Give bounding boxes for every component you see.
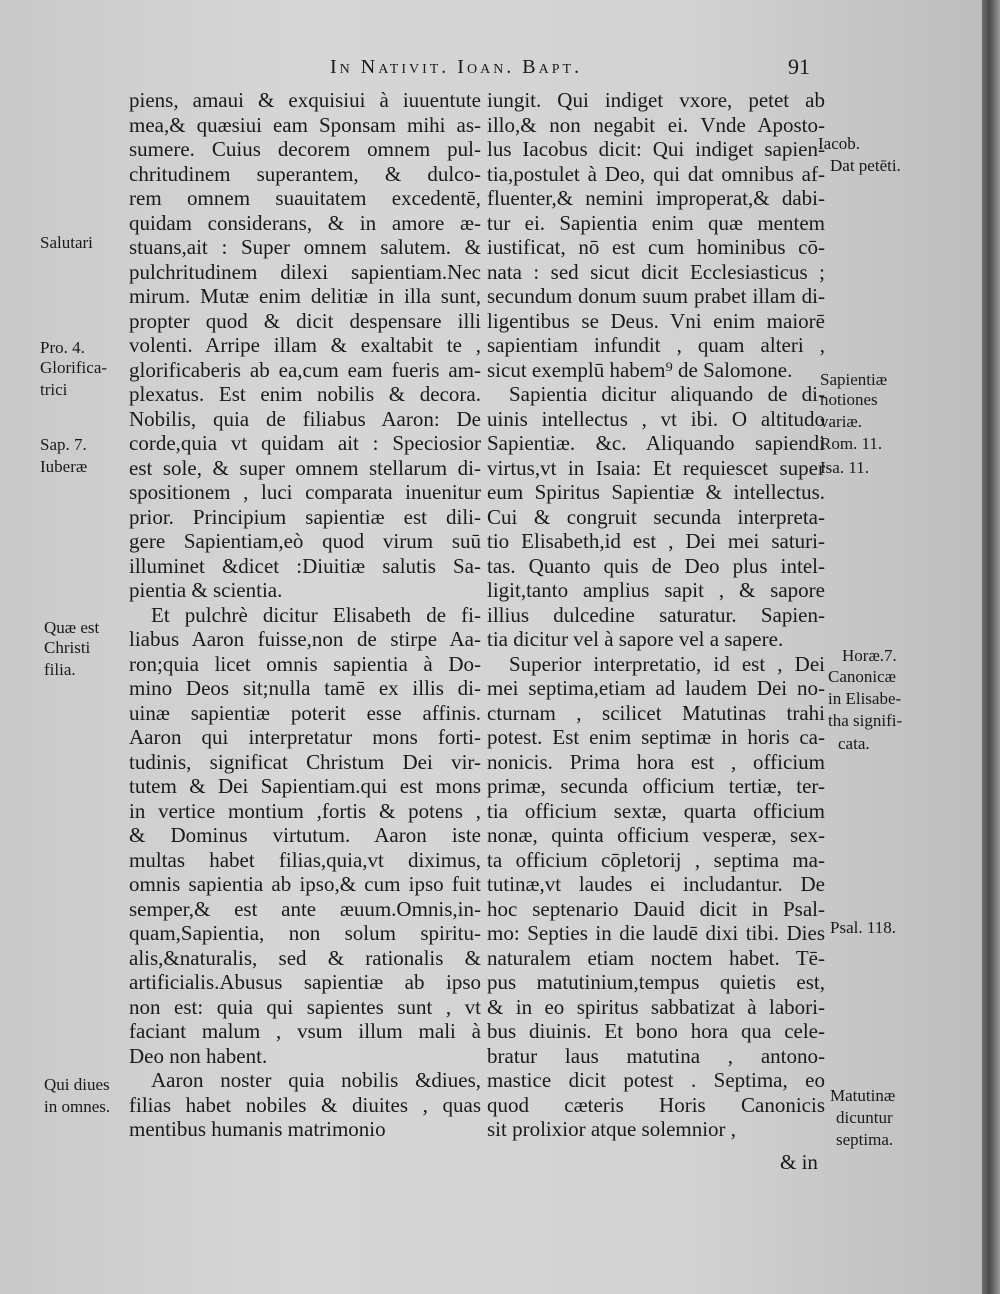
left-line: stuans,ait : Super omnem salutem. & xyxy=(129,235,481,259)
right-line: tia,postulet à Deo, qui dat omnibus af- xyxy=(487,161,825,186)
left-line: liabus Aaron fuisse,non de stirpe Aa- xyxy=(129,627,481,651)
left-line: est sole, & super omnem stellarum di- xyxy=(129,455,481,480)
left-line: pientia & scientia. xyxy=(129,578,283,602)
right-line: quod cæteris Horis Canonicis xyxy=(487,1092,825,1117)
margin-note: Salutari xyxy=(40,233,93,252)
left-line: omnis sapientia ab ipso,& cum ipso fuit xyxy=(129,872,481,896)
right-line: mo: Septies in die laudē dixi tibi. Dies xyxy=(487,921,825,945)
right-line: secundum donum suum prabet illam di- xyxy=(487,284,825,308)
right-text-column xyxy=(487,88,825,1142)
right-line: illo,& non negabit ei. Vnde Aposto- xyxy=(487,112,825,137)
margin-note: Iacob. xyxy=(818,134,861,153)
right-line: Sapientiæ. &c. Aliquando sapiendi xyxy=(487,431,825,455)
right-line: ligentibus se Deus. Vni enim maiorē xyxy=(487,308,825,333)
left-line: & Dominus virtutum. Aaron iste xyxy=(129,823,481,847)
catchword: & in xyxy=(780,1150,818,1174)
left-line: filias habet nobiles & diuites , quas xyxy=(129,1092,481,1117)
left-line: Deo non habent. xyxy=(129,1043,268,1068)
right-line: ligit,tanto amplius sapit , & sapore xyxy=(487,578,825,602)
left-line: prior. Principium sapientiæ est dili- xyxy=(129,504,481,529)
margin-note: Christi xyxy=(44,638,91,657)
left-line: mirum. Mutæ enim delitiæ in illa sunt, xyxy=(129,284,481,308)
right-line: bus diuinis. Et bono hora qua cele- xyxy=(487,1019,825,1043)
right-line: tio Elisabeth,id est , Dei mei saturi- xyxy=(487,529,825,553)
left-line: semper,& est ante æuum.Omnis,in- xyxy=(129,896,481,921)
right-line: sapientiam infundit , quam alteri , xyxy=(487,333,825,357)
margin-note: Pro. 4. xyxy=(40,338,85,357)
left-line: volenti. Arripe illam & exaltabit te , xyxy=(129,333,481,357)
right-line: nata : sed sicut dicit Ecclesiasticus ; xyxy=(487,259,825,284)
right-line: mastice dicit potest . Septima, eo xyxy=(487,1068,825,1092)
right-line: hoc septenario Dauid dicit in Psal- xyxy=(487,896,825,921)
margin-note: in omnes. xyxy=(44,1097,111,1116)
left-line: piens, amaui & exquisiui à iuuentute xyxy=(129,88,481,112)
right-line: Cui & congruit secunda interpreta- xyxy=(487,504,825,529)
left-line: chritudinem superantem, & dulco- xyxy=(129,161,481,186)
margin-note: Dat petēti. xyxy=(830,156,901,175)
left-line: mea,& quæsiui eam Sponsam mihi as- xyxy=(129,112,481,137)
right-line: virtus,vt in Isaia: Et requiescet super xyxy=(487,455,825,480)
right-line: tur ei. Sapientia enim quæ mentem xyxy=(487,210,825,235)
right-line: sicut exemplū habem⁹ de Salomone. xyxy=(487,357,793,382)
right-line: illius dulcedine saturatur. Sapien- xyxy=(487,602,825,627)
margin-note: dicuntur xyxy=(836,1108,893,1127)
margin-note: Rom. 11. xyxy=(820,434,883,453)
right-line: potest. Est enim septimæ in horis ca- xyxy=(487,725,825,749)
right-line: tia officium sextæ, quarta officium xyxy=(487,798,825,823)
left-line: gere Sapientiam,eò quod virum suū xyxy=(129,529,481,553)
left-line: propter quod & dicit despensare illi xyxy=(129,308,481,333)
margin-note: Isa. 11. xyxy=(820,458,869,477)
left-line: illuminet &dicet :Diuitiæ salutis Sa- xyxy=(129,553,481,578)
left-line: uinæ sapientiæ poterit esse affinis. xyxy=(129,700,481,725)
margin-note: Quæ est xyxy=(44,618,100,637)
margin-note: Iuberæ xyxy=(40,457,88,476)
left-line: tutem & Dei Sapientiam.qui est mons xyxy=(129,774,481,798)
margin-note: septima. xyxy=(836,1130,894,1149)
margin-note: Sap. 7. xyxy=(40,435,87,454)
left-line: sumere. Cuius decorem omnem pul- xyxy=(129,137,481,161)
left-line: plexatus. Est enim nobilis & decora. xyxy=(129,382,481,406)
right-line: iustificat, nō est cum hominibus cō- xyxy=(487,235,825,259)
right-line: eum Spiritus Sapientiæ & intellectus. xyxy=(487,480,825,504)
right-line: bratur laus matutina , antono- xyxy=(487,1043,825,1068)
right-line: tas. Quanto quis de Deo plus intel- xyxy=(487,553,825,578)
right-line: tutinæ,vt laudes ei includantur. De xyxy=(487,872,825,896)
right-line: Superior interpretatio, id est , Dei xyxy=(509,651,825,676)
left-line: Et pulchrè dicitur Elisabeth de fi- xyxy=(151,602,481,627)
left-line: spositionem , luci comparata inuenitur xyxy=(129,480,481,504)
left-line: in vertice montium ,fortis & potens , xyxy=(129,798,481,823)
left-line: quam,Sapientia, non solum spiritu- xyxy=(129,921,481,945)
left-line: corde,quia vt quidam ait : Speciosior xyxy=(129,431,481,455)
left-line: ron;quia licet omnis sapientia à Do- xyxy=(129,651,481,676)
margin-note: Horæ.7. xyxy=(842,646,897,665)
right-line: primæ, secunda officium tertiæ, ter- xyxy=(487,774,825,798)
left-line: rem omnem suauitatem excedentē, xyxy=(129,186,481,210)
left-line: tudinis, significat Christum Dei vir- xyxy=(129,749,481,774)
margin-note: Qui diues xyxy=(44,1075,110,1094)
left-line: Aaron noster quia nobilis &diues, xyxy=(151,1068,481,1092)
right-line: iungit. Qui indiget vxore, petet ab xyxy=(487,88,825,112)
book-gutter xyxy=(982,0,1000,1294)
margin-note: Sapientiæ xyxy=(820,370,888,389)
margin-note: variæ. xyxy=(820,412,863,431)
right-line: pus matutinium,tempus quietis est, xyxy=(487,970,825,994)
left-line: artificialis.Abusus sapientiæ ab ipso xyxy=(129,970,481,994)
right-line: fluenter,& nemini improperat,& dabi- xyxy=(487,186,825,210)
right-line: mei septima,etiam ad laudem Dei no- xyxy=(487,676,825,700)
right-line: ta officium cōpletorij , septima ma- xyxy=(487,847,825,872)
right-line: cturnam , scilicet Matutinas trahi xyxy=(487,700,825,725)
right-line: uinis intellectus , vt ibi. O altitudo xyxy=(487,406,825,431)
margin-note: cata. xyxy=(838,734,870,753)
left-line: mino Deos sit;nulla tamē ex illis di- xyxy=(129,676,481,700)
left-line: Aaron qui interpretatur mons forti- xyxy=(129,725,481,749)
margin-note: trici xyxy=(40,380,68,399)
left-text-column xyxy=(129,88,481,1142)
left-line: quidam considerans, & in amore æ- xyxy=(129,210,481,235)
left-line: faciant malum , vsum illum mali à xyxy=(129,1019,481,1043)
margin-note: Psal. 118. xyxy=(830,918,896,937)
right-line: & in eo spiritus sabbatizat à labori- xyxy=(487,994,825,1019)
left-line: glorificaberis ab ea,cum eam fueris am- xyxy=(129,357,481,382)
margin-note: Matutinæ xyxy=(830,1086,896,1105)
right-line: sit prolixior atque solemnior , xyxy=(487,1117,737,1141)
right-line: Sapientia dicitur aliquando de di- xyxy=(509,382,825,406)
right-line: nonæ, quinta officium vesperæ, sex- xyxy=(487,823,825,847)
right-line: tia dicitur vel à sapore vel a sapere. xyxy=(487,627,784,651)
right-line: lus Iacobus dicit: Qui indiget sapien- xyxy=(487,137,825,161)
left-line: pulchritudinem dilexi sapientiam.Nec xyxy=(129,259,481,284)
margin-note: filia. xyxy=(44,660,76,679)
left-line: alis,&naturalis, sed & rationalis & xyxy=(129,945,481,970)
running-head: In Nativit. Ioan. Bapt. xyxy=(330,56,583,78)
page-number: 91 xyxy=(788,54,810,79)
left-line: multas habet filias,quia,vt diximus, xyxy=(129,847,481,872)
right-line: naturalem etiam noctem habet. Tē- xyxy=(487,945,825,970)
margin-note: Glorifica- xyxy=(40,358,108,377)
left-line: Nobilis, quia de filiabus Aaron: De xyxy=(129,406,481,431)
left-line: non est: quia qui sapientes sunt , vt xyxy=(129,994,481,1019)
left-line: mentibus humanis matrimonio xyxy=(129,1117,386,1141)
margin-note: notiones xyxy=(820,390,878,409)
right-line: nonicis. Prima hora est , officium xyxy=(487,749,825,774)
margin-note: tha signifi- xyxy=(828,711,903,730)
margin-note: in Elisabe- xyxy=(828,689,902,708)
margin-note: Canonicæ xyxy=(828,667,896,686)
